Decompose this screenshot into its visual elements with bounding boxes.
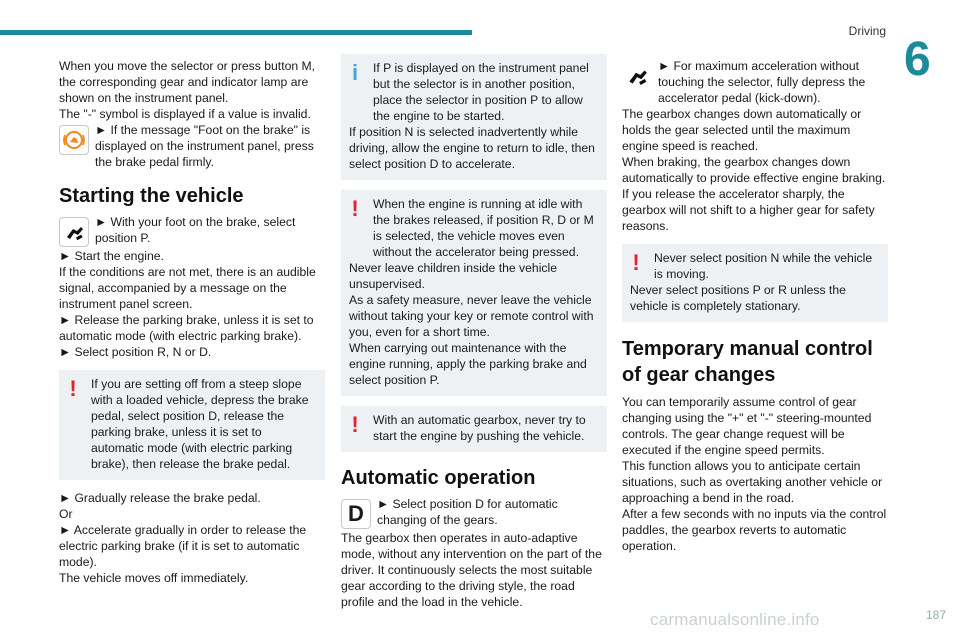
warning-icon: ! [351,196,359,221]
column-2 [341,54,607,610]
text-or: Or [59,507,73,521]
info-text-2: If position N is selected inadvertently while driving, allow the engine to return to idle, then select position D to accelerate. [349,125,595,171]
warning-text-children: Never leave children inside the vehicle unsupervised. [349,261,557,291]
step-start-engine: ► Start the engine. [59,249,164,263]
foot-on-brake-note [59,122,325,170]
warning-box-position-n [622,244,888,322]
warning-text-pr: Never select positions P or R unless the vehicle is completely stationary. [630,283,846,313]
step-select-p-text: ► With your foot on the brake, select position P. [95,215,296,245]
paragraph-invalid-symbol: The "-" symbol is displayed if a value is invalid. [59,107,311,121]
step-release-parking-brake: ► Release the parking brake, unless it is set to automatic mode (with electric parking brake). [59,313,314,343]
step-select-rnd: ► Select position R, N or D. [59,345,212,359]
paragraph-release-accelerator: If you release the accelerator sharply, the gearbox will not shift to a higher gear for safety reasons. [622,187,875,233]
warning-box-push-start [341,406,607,452]
column-3 [622,58,888,554]
header-accent-bar [0,30,472,35]
heading-automatic-operation: Automatic operation [341,467,536,489]
info-icon: i [351,60,359,85]
warning-icon: ! [69,376,77,401]
chapter-number: 6 [904,33,931,86]
paragraph-reverts: After a few seconds with no inputs via the control paddles, the gearbox reverts to automatic operation. [622,507,887,553]
warning-text-idle: When the engine is running at idle with the brakes released, if position R, D or M is selected, the vehicle moves even without the accelerator being pressed. [373,197,594,259]
step-accelerate: ► Accelerate gradually in order to release the electric parking brake (if it is set to automatic mode). [59,523,307,569]
paragraph-change-down: The gearbox changes down automatically or holds the gear selected until the maximum engine speed is reached. [622,107,862,153]
info-box-position-p [341,54,607,180]
step-release-brake-pedal: ► Gradually release the brake pedal. [59,491,261,505]
warning-text: If you are setting off from a steep slope with a loaded vehicle, depress the brake pedal, select position D, release the parking brake, unless it is set to automatic mode (with electric parking brake), then release the brake pedal. [91,377,309,471]
warning-text-push-start: With an automatic gearbox, never try to start the engine by pushing the vehicle. [373,413,586,443]
paragraph-anticipate: This function allows you to anticipate certain situations, such as overtaking another vehicle or approaching a bend in the road. [622,459,883,505]
warning-box-idle [341,190,607,396]
foot-on-brake-text: ► If the message "Foot on the brake" is displayed on the instrument panel, press the brake pedal firmly. [95,123,314,169]
heading-starting-vehicle: Starting the vehicle [59,185,244,207]
text-vehicle-moves: The vehicle moves off immediately. [59,571,249,585]
page-number: 187 [925,608,946,622]
foot-pedal-icon [622,61,652,91]
paragraph-braking: When braking, the gearbox changes down automatically to provide effective engine braking. [622,155,886,185]
paragraph-auto-adaptive: The gearbox then operates in auto-adaptive mode, without any intervention on the part of the driver. It continuously selects the most suitable gear according to the driving style, the road profile and the load in the vehicle. [341,531,602,609]
paragraph-selector-info: When you move the selector or press button M, the corresponding gear and indicator lamp are shown on the instrument panel. [59,59,316,105]
foot-pedal-icon [59,217,89,247]
warning-icon: ! [351,412,359,437]
warning-text-n: Never select position N while the vehicle is moving. [654,251,873,281]
warning-box-steep-slope [59,370,325,480]
gear-d-icon: D [341,499,371,529]
section-title: Driving [848,24,886,38]
kick-down-note [622,58,888,106]
watermark: carmanualsonline.info [650,610,820,629]
warning-text-key: As a safety measure, never leave the vehicle without taking your key or remote control with you, even for a short time. [349,293,594,339]
warning-text-maintenance: When carrying out maintenance with the engine running, apply the parking brake and select position P. [349,341,587,387]
step-select-d [341,496,607,530]
heading-manual-control: Temporary manual control of gear changes [622,338,873,386]
step-select-p [59,214,325,248]
paragraph-conditions: If the conditions are not met, there is an audible signal, accompanied by a message on the instrument panel screen. [59,265,316,311]
paragraph-temporary-control: You can temporarily assume control of gear changing using the "+" et "-" steering-mounted controls. The gear change request will be executed if the engine speed permits. [622,395,872,457]
warning-icon: ! [632,250,640,275]
column-1 [59,58,325,586]
step-select-d-text: ► Select position D for automatic changing of the gears. [377,497,558,527]
info-text-1: If P is displayed on the instrument panel but the selector is in another position, place the selector in position P to allow the engine to be started. [373,61,589,123]
kick-down-text: ► For maximum acceleration without touching the selector, fully depress the accelerator pedal (kick-down). [658,59,866,105]
foot-on-brake-icon [59,125,89,155]
